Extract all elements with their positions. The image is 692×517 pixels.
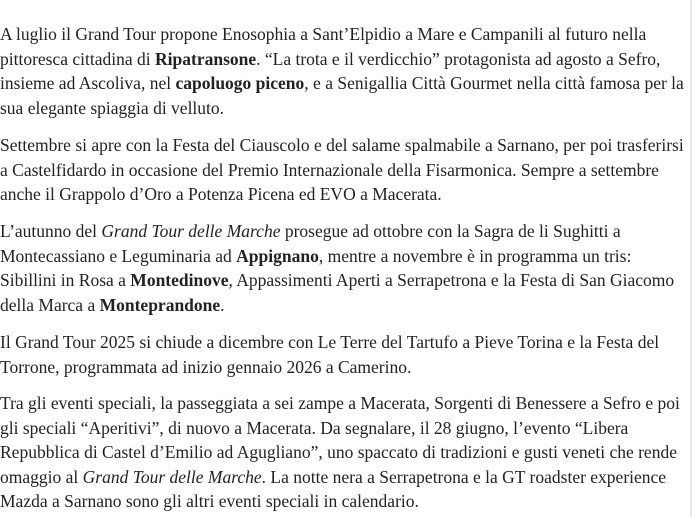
bold-place-appignano: Appignano [236,245,319,266]
bold-place-montedinove: Montedinove [130,270,229,290]
paragraph-special-events [0,391,686,514]
text-span: A luglio il Grand Tour propone Enosophia a Sant’Elpidio a Mare e Campanili al futuro nella pittoresca cittadina di [0,24,647,69]
text-span: , e a Senigallia Città Gourmet nella città famosa per la sua elegante spiaggia di velluto. [0,73,684,118]
text-span: Il Grand Tour 2025 si chiude a dicembre con Le Terre del Tartufo a Pieve Torina e la Festa del Torrone, programmata ad inizio gennaio 2026 a Camerino. [0,332,660,377]
text-span: . “La trota e il verdicchio” protagonista ad agosto a Sefro, insieme ad Ascoliva, nel [0,48,661,93]
text-span: , mentre a novembre è in programma un tris: Sibillini in Rosa a [0,245,632,290]
paragraph-july-august [0,22,686,120]
text-span: prosegue ad ottobre con la Sagra de li Sughitti a Montecassiano e Leguminaria ad [0,221,621,266]
text-span: Tra gli eventi speciali, la passeggiata a sei zampe a Macerata, Sorgenti di Benessere a Sefro e poi gli speciali “Aperitivi”, di nuovo a Macerata. Da segnalare, il 28 giugno, l’evento “Libera Repubblica di Castel d’Emilio ad Agugliano”, uno spaccato di tradizioni e gusti veneti che rende omaggio al [0,393,680,487]
text-span: , Appassimenti Aperti a Serrapetrona e la Festa di San Giacomo della Marca a [0,270,675,315]
paragraph-september [0,133,686,207]
bold-place-capoluogo: capoluogo piceno [175,73,305,93]
italic-title: Grand Tour delle Marche [82,466,262,487]
italic-title: Grand Tour delle Marche [101,221,281,241]
text-span: Settembre si apre con la Festa del Ciauscolo e del salame spalmabile a Sarnano, per poi trasferirsi a Castelfidardo in occasione del Premio Internazionale della Fisarmonica. Sempre a settembre anche il Grappolo d’Oro a Potenza Picena ed EVO a Macerata. [0,135,684,204]
paragraph-autumn [0,219,686,317]
bold-place-ripatransone: Ripatransone [155,48,257,69]
bold-place-monteprandone: Monteprandone [99,294,221,315]
paragraph-december [0,330,686,379]
text-span: . La notte nera a Serrapetrona e la GT roadster experience Mazda a Sarnano sono gli altri eventi speciali in calendario. [0,466,667,511]
text-span: . [220,294,225,315]
text-span: L’autunno del [0,221,102,241]
